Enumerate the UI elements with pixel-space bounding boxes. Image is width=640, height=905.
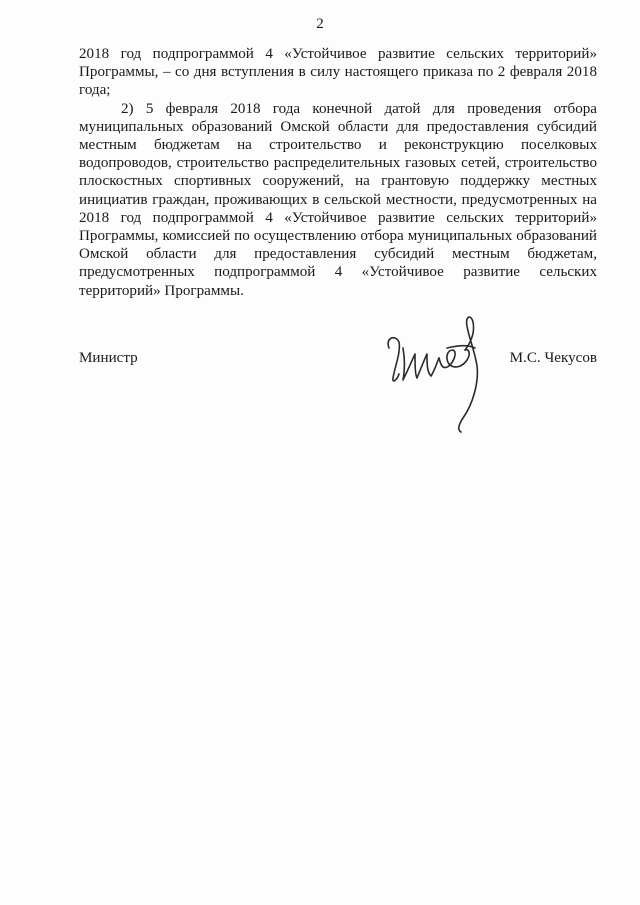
paragraph-item-2: 2) 5 февраля 2018 года конечной датой для проведения отбора муниципальных образований Омской области для предоставления субсидий местным бюджетам на строительство и реконструкцию поселковых водопроводов, строительство распределительных газовых сетей, строительство плоскостных спортивных сооружений, на грантовую поддержку местных инициатив граждан, проживающих в сельской местности, предусмотренных на 2018 год подпрограммой 4 «Устойчивое развитие сельских территорий» Программы, комиссией по осуществлению отбора муниципальных образований Омской области для предоставления субсидий местным бюджетам, предусмотренных подпрограммой 4 «Устойчивое развитие сельских территорий» Программы. bbox=[79, 100, 597, 299]
signature-block bbox=[79, 350, 597, 374]
signer-name: М.С. Чекусов bbox=[509, 350, 597, 366]
paragraph-continuation: 2018 год подпрограммой 4 «Устойчивое развитие сельских территорий» Программы, – со дня вступления в силу настоящего приказа по 2 февраля 2018 года; bbox=[79, 46, 597, 99]
document-body bbox=[79, 45, 597, 300]
signer-position: Министр bbox=[79, 350, 138, 366]
page-number: 2 bbox=[316, 16, 324, 32]
handwritten-signature-icon bbox=[375, 308, 505, 438]
